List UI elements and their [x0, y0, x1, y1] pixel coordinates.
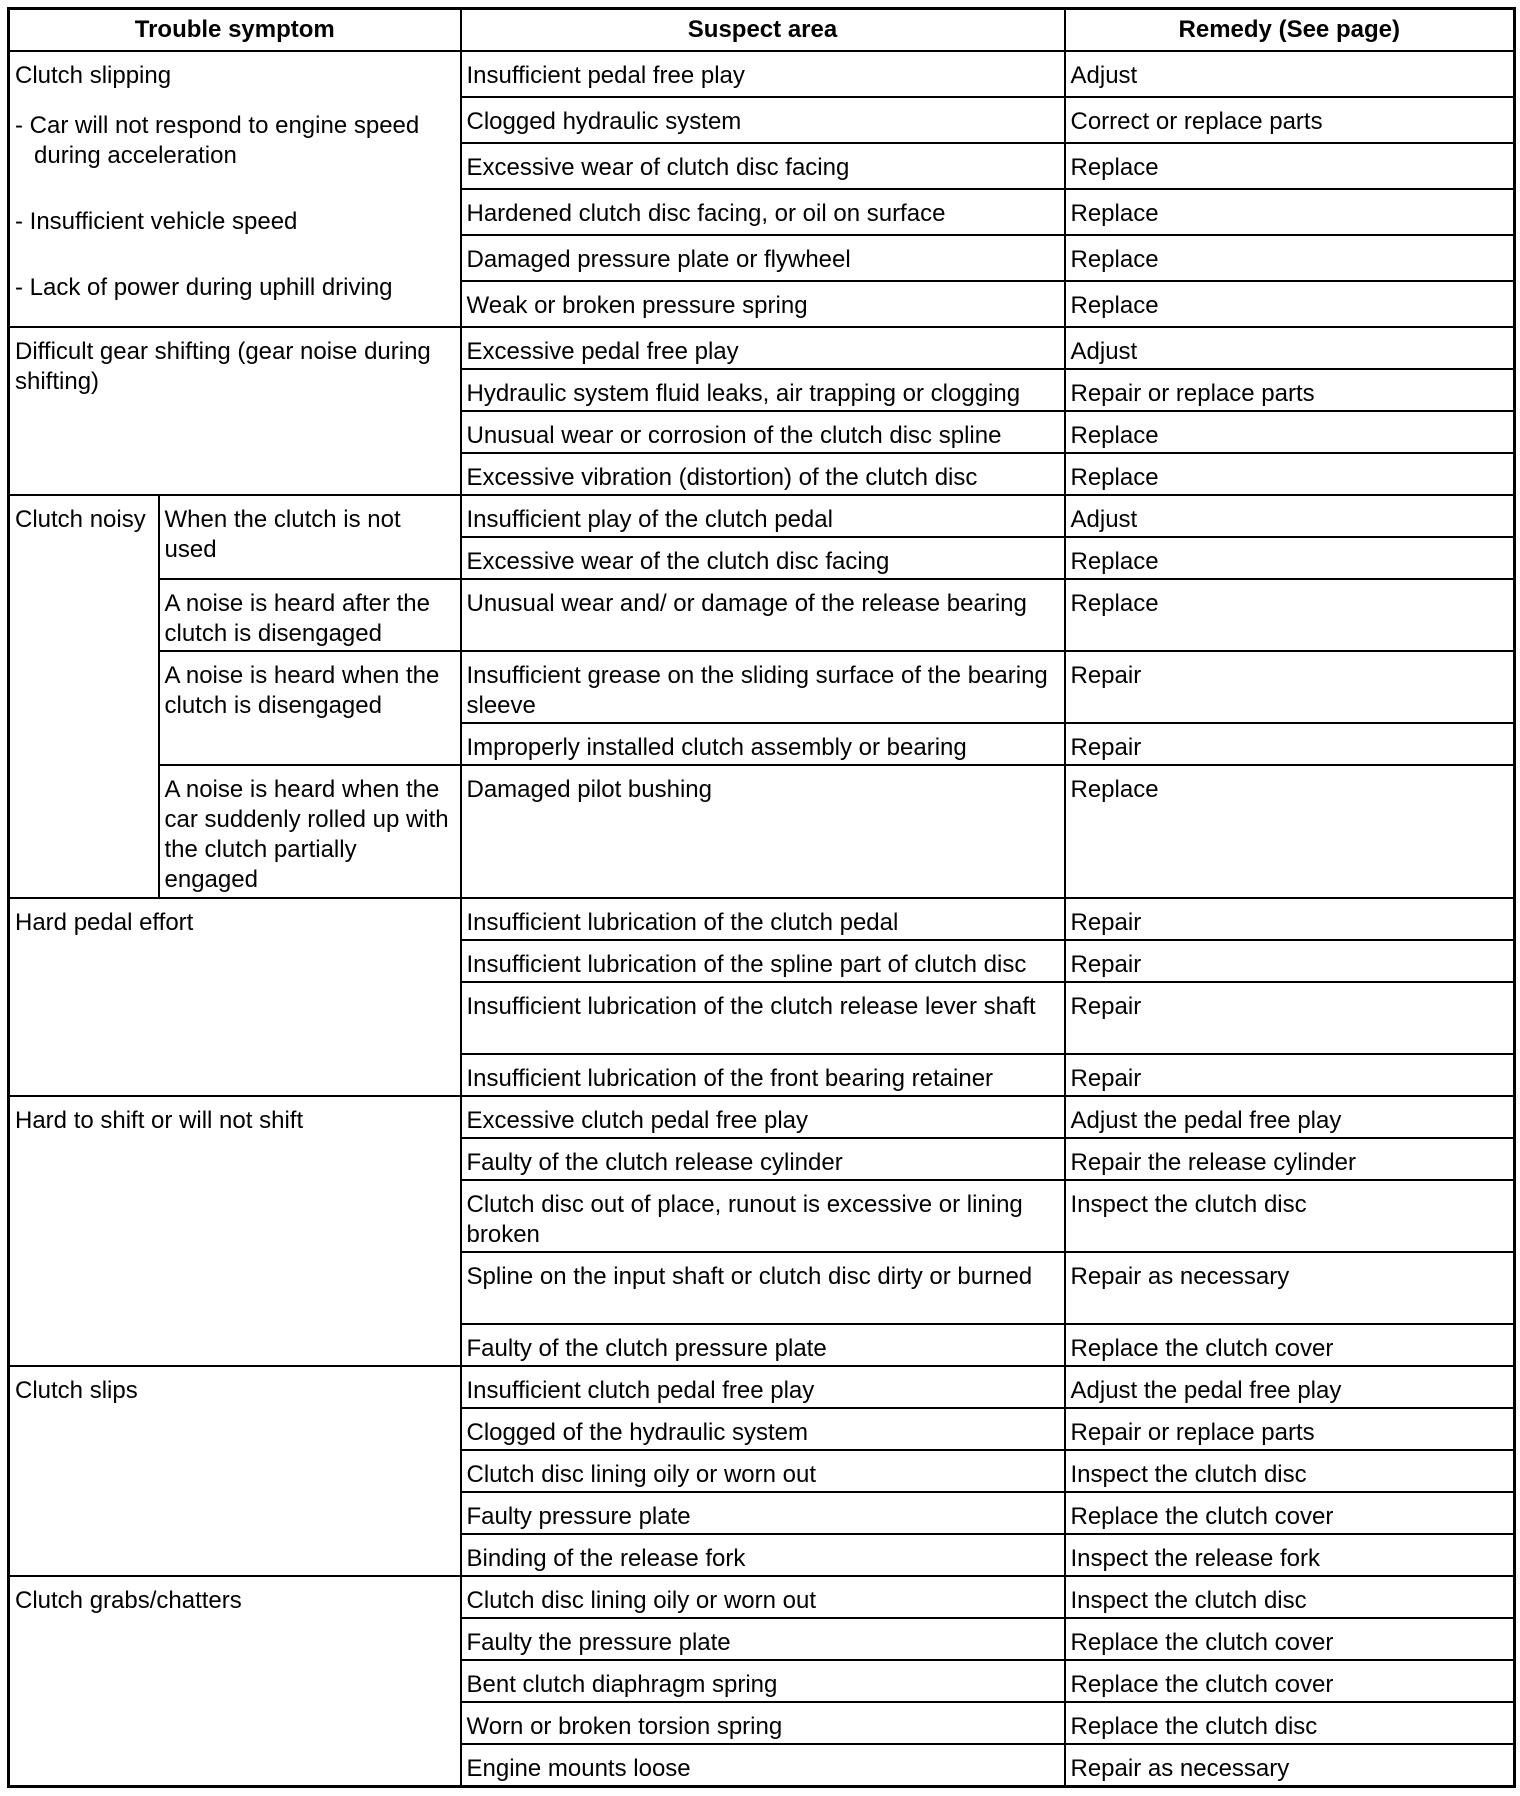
- suspect-cell: Insufficient lubrication of the clutch pedal: [461, 898, 1065, 940]
- remedy-cell: Repair: [1065, 982, 1515, 1054]
- symptom-cell: Clutch grabs/chatters: [9, 1576, 461, 1786]
- remedy-cell: Adjust: [1065, 327, 1515, 369]
- suspect-cell: Insufficient lubrication of the clutch release lever shaft: [461, 982, 1065, 1054]
- remedy-cell: Replace: [1065, 411, 1515, 453]
- suspect-cell: Hydraulic system fluid leaks, air trapping or clogging: [461, 369, 1065, 411]
- remedy-cell: Adjust: [1065, 495, 1515, 537]
- remedy-cell: Replace the clutch cover: [1065, 1660, 1515, 1702]
- suspect-cell: Improperly installed clutch assembly or bearing: [461, 723, 1065, 765]
- condition-cell: When the clutch is not used: [159, 495, 461, 579]
- suspect-cell: Excessive wear of the clutch disc facing: [461, 537, 1065, 579]
- symptom-cell: Clutch slips: [9, 1366, 461, 1576]
- remedy-cell: Repair or replace parts: [1065, 369, 1515, 411]
- suspect-cell: Clutch disc lining oily or worn out: [461, 1576, 1065, 1618]
- remedy-cell: Inspect the release fork: [1065, 1534, 1515, 1576]
- remedy-cell: Correct or replace parts: [1065, 97, 1515, 143]
- remedy-cell: Replace the clutch cover: [1065, 1492, 1515, 1534]
- suspect-cell: Excessive wear of clutch disc facing: [461, 143, 1065, 189]
- suspect-cell: Bent clutch diaphragm spring: [461, 1660, 1065, 1702]
- header-remedy: Remedy (See page): [1065, 9, 1515, 52]
- suspect-cell: Clogged of the hydraulic system: [461, 1408, 1065, 1450]
- symptom-sub-item: - Car will not respond to engine speed during acceleration: [15, 112, 420, 169]
- table-row: [9, 51, 1515, 97]
- remedy-cell: Repair: [1065, 898, 1515, 940]
- table-row: [9, 1096, 1515, 1138]
- suspect-cell: Faulty of the clutch release cylinder: [461, 1138, 1065, 1180]
- remedy-cell: Replace: [1065, 143, 1515, 189]
- symptom-cell: [9, 51, 461, 327]
- condition-cell: A noise is heard when the clutch is disengaged: [159, 651, 461, 765]
- table-row: [9, 495, 1515, 537]
- suspect-cell: Insufficient lubrication of the front bearing retainer: [461, 1054, 1065, 1096]
- suspect-cell: Engine mounts loose: [461, 1744, 1065, 1786]
- remedy-cell: Replace the clutch disc: [1065, 1702, 1515, 1744]
- header-suspect-area: Suspect area: [461, 9, 1065, 52]
- suspect-cell: Unusual wear and/ or damage of the release bearing: [461, 579, 1065, 651]
- suspect-cell: Hardened clutch disc facing, or oil on surface: [461, 189, 1065, 235]
- remedy-cell: Replace the clutch cover: [1065, 1324, 1515, 1366]
- remedy-cell: Repair: [1065, 940, 1515, 982]
- troubleshooting-table: [7, 7, 1516, 1788]
- remedy-cell: Replace: [1065, 235, 1515, 281]
- symptom-cell: Clutch noisy: [9, 495, 159, 898]
- suspect-cell: Faulty the pressure plate: [461, 1618, 1065, 1660]
- suspect-cell: Insufficient play of the clutch pedal: [461, 495, 1065, 537]
- symptom-sub-item: - Insufficient vehicle speed: [15, 208, 298, 235]
- table-row: [9, 1576, 1515, 1618]
- suspect-cell: Insufficient grease on the sliding surface of the bearing sleeve: [461, 651, 1065, 723]
- remedy-cell: Inspect the clutch disc: [1065, 1450, 1515, 1492]
- remedy-cell: Inspect the clutch disc: [1065, 1576, 1515, 1618]
- header-trouble-symptom: Trouble symptom: [9, 9, 461, 52]
- symptom-cell: Hard to shift or will not shift: [9, 1096, 461, 1366]
- suspect-cell: Excessive pedal free play: [461, 327, 1065, 369]
- symptom-cell: Hard pedal effort: [9, 898, 461, 1096]
- remedy-cell: Replace: [1065, 537, 1515, 579]
- suspect-cell: Clogged hydraulic system: [461, 97, 1065, 143]
- remedy-cell: Repair: [1065, 651, 1515, 723]
- suspect-cell: Excessive vibration (distortion) of the clutch disc: [461, 453, 1065, 495]
- remedy-cell: Repair as necessary: [1065, 1252, 1515, 1324]
- suspect-cell: Faulty of the clutch pressure plate: [461, 1324, 1065, 1366]
- suspect-cell: Spline on the input shaft or clutch disc dirty or burned: [461, 1252, 1065, 1324]
- condition-cell: A noise is heard after the clutch is disengaged: [159, 579, 461, 651]
- symptom-sub-item: - Lack of power during uphill driving: [15, 274, 393, 301]
- remedy-cell: Repair as necessary: [1065, 1744, 1515, 1786]
- remedy-cell: Repair: [1065, 1054, 1515, 1096]
- remedy-cell: Repair the release cylinder: [1065, 1138, 1515, 1180]
- suspect-cell: Clutch disc out of place, runout is excessive or lining broken: [461, 1180, 1065, 1252]
- condition-cell: A noise is heard when the car suddenly rolled up with the clutch partially engaged: [159, 765, 461, 898]
- remedy-cell: Adjust the pedal free play: [1065, 1096, 1515, 1138]
- suspect-cell: Insufficient lubrication of the spline part of clutch disc: [461, 940, 1065, 982]
- remedy-cell: Adjust the pedal free play: [1065, 1366, 1515, 1408]
- suspect-cell: Unusual wear or corrosion of the clutch disc spline: [461, 411, 1065, 453]
- remedy-cell: Replace: [1065, 281, 1515, 327]
- remedy-cell: Repair or replace parts: [1065, 1408, 1515, 1450]
- suspect-cell: Insufficient clutch pedal free play: [461, 1366, 1065, 1408]
- remedy-cell: Replace: [1065, 579, 1515, 651]
- suspect-cell: Worn or broken torsion spring: [461, 1702, 1065, 1744]
- remedy-cell: Repair: [1065, 723, 1515, 765]
- suspect-cell: Weak or broken pressure spring: [461, 281, 1065, 327]
- suspect-cell: Damaged pressure plate or flywheel: [461, 235, 1065, 281]
- remedy-cell: Replace: [1065, 765, 1515, 898]
- suspect-cell: Excessive clutch pedal free play: [461, 1096, 1065, 1138]
- remedy-cell: Inspect the clutch disc: [1065, 1180, 1515, 1252]
- remedy-cell: Replace: [1065, 453, 1515, 495]
- remedy-cell: Replace: [1065, 189, 1515, 235]
- suspect-cell: Binding of the release fork: [461, 1534, 1065, 1576]
- table-row: [9, 327, 1515, 369]
- suspect-cell: Clutch disc lining oily or worn out: [461, 1450, 1065, 1492]
- table-row: [9, 1366, 1515, 1408]
- header-row: [9, 9, 1515, 52]
- table-row: [9, 579, 1515, 651]
- remedy-cell: Replace the clutch cover: [1065, 1618, 1515, 1660]
- remedy-cell: Adjust: [1065, 51, 1515, 97]
- table-row: [9, 765, 1515, 898]
- table-row: [9, 651, 1515, 723]
- symptom-label: Clutch slipping: [15, 62, 172, 89]
- suspect-cell: Faulty pressure plate: [461, 1492, 1065, 1534]
- table-row: [9, 898, 1515, 940]
- symptom-cell: Difficult gear shifting (gear noise during shifting): [9, 327, 461, 495]
- suspect-cell: Insufficient pedal free play: [461, 51, 1065, 97]
- suspect-cell: Damaged pilot bushing: [461, 765, 1065, 898]
